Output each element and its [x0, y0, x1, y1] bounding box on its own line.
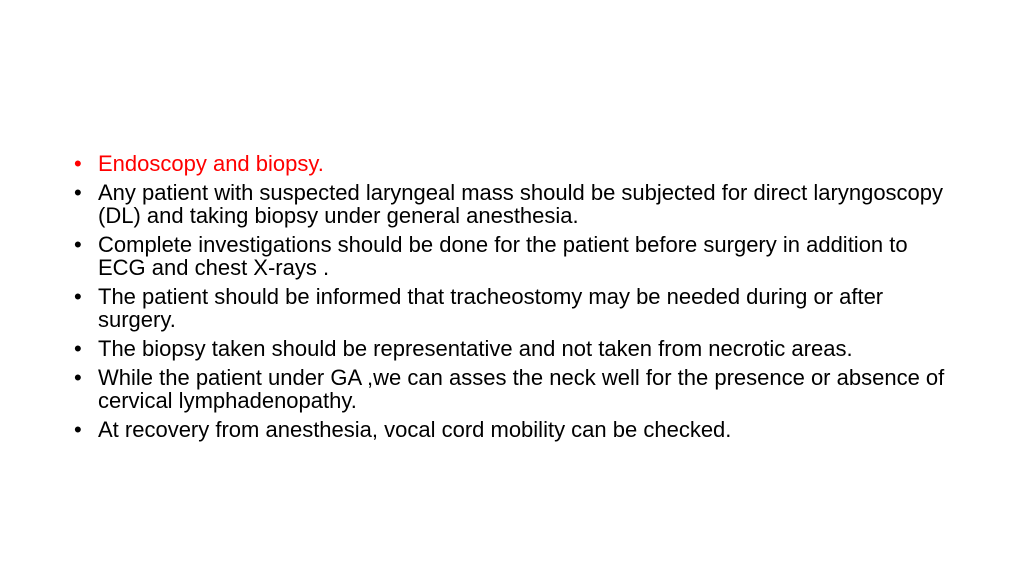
bullet-icon: • — [74, 232, 82, 257]
bullet-list — [74, 152, 954, 447]
bullet-text: At recovery from anesthesia, vocal cord mobility can be checked. — [98, 417, 732, 442]
bullet-text: The patient should be informed that tracheostomy may be needed during or after surgery. — [98, 284, 884, 332]
bullet-icon: • — [74, 365, 82, 390]
bullet-text: Complete investigations should be done for the patient before surgery in addition to ECG and chest X-rays . — [98, 232, 908, 280]
bullet-item-tracheostomy — [74, 285, 954, 331]
bullet-icon: • — [74, 284, 82, 309]
bullet-text: Endoscopy and biopsy. — [98, 151, 324, 176]
bullet-icon: • — [74, 151, 82, 176]
bullet-item-neck-assessment — [74, 366, 954, 412]
bullet-item-endoscopy — [74, 152, 954, 175]
bullet-icon: • — [74, 417, 82, 442]
bullet-item-vocal-cord-mobility — [74, 418, 954, 441]
bullet-item-direct-laryngoscopy — [74, 181, 954, 227]
bullet-text: The biopsy taken should be representative and not taken from necrotic areas. — [98, 336, 853, 361]
bullet-item-biopsy-representative — [74, 337, 954, 360]
bullet-icon: • — [74, 180, 82, 205]
bullet-icon: • — [74, 336, 82, 361]
bullet-item-investigations — [74, 233, 954, 279]
bullet-text: Any patient with suspected laryngeal mass should be subjected for direct laryngoscopy (DL) and taking biopsy under general anesthesia. — [98, 180, 944, 228]
bullet-text: While the patient under GA ,we can asses the neck well for the presence or absence of cervical lymphadenopathy. — [98, 365, 945, 413]
